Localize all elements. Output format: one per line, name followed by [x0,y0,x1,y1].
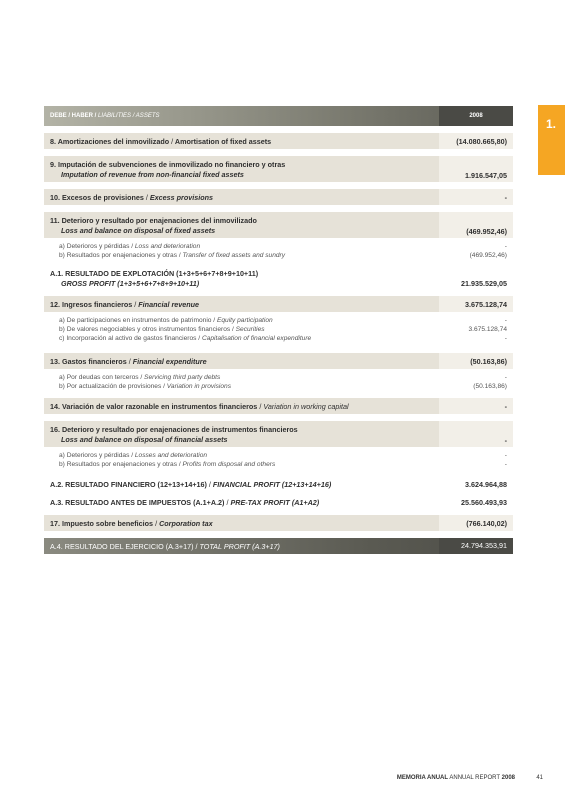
sub-es: a) De participaciones en instrumentos de patrimonio [59,317,212,324]
sub-en: Transfer of fixed assets and sundry [182,252,286,259]
row-16-en: Loss and balance on disposal of financial assets [61,435,228,444]
sub-en: Capitalisation of financial expenditure [201,335,312,342]
sub-es: a) Por deudas con terceros [59,374,139,381]
row-17-en: Corporation tax [159,518,213,528]
sub-value: (50.163,86) [473,383,507,390]
list-item: a) De participaciones en instrumentos de patrimonio / Equity participation - [44,316,513,325]
row-14-en: Variation in working capital [263,401,349,411]
row-11-es: 11. Deterioro y resultado por enajenaciones del inmovilizado [50,216,257,225]
sub-es: b) Resultados por enajenaciones y otras [59,252,178,259]
row-14-value: - [439,398,513,414]
row-14-es: 14. Variación de valor razonable en instrumentos financieros [50,401,258,411]
row-9-en: Imputation of revenue from non-financial fixed assets [61,170,244,179]
list-item: b) De valores negociables y otros instrumentos financieros / Securities 3.675.128,74 [44,325,513,334]
row-a4-es: A.4. RESULTADO DEL EJERCICIO (A.3+17) [50,541,194,551]
row-17-sep: / [155,518,158,528]
list-item: a) Por deudas con terceros / Servicing third party debts - [44,373,513,382]
row-13-subitems [44,369,513,394]
page-number: 41 [536,775,543,781]
row-11-subitems [44,238,513,263]
row-9-value: 1.916.547,05 [439,156,513,182]
row-13-es: 13. Gastos financieros [50,356,127,366]
sub-value: - [504,374,507,381]
row-17-value: (766.140,02) [439,515,513,531]
row-16-es: 16. Deterioro y resultado por enajenaciones de instrumentos financieros [50,425,298,434]
row-14 [44,398,513,414]
sub-value: - [504,452,507,459]
row-10-sep: / [145,192,148,202]
sub-en: Servicing third party debts [144,374,221,381]
chapter-number: 1. [546,117,557,131]
footer-year: 2008 [501,775,515,781]
list-item: b) Por actualización de provisiones / Variation in provisions (50.163,86) [44,382,513,391]
row-11-en: Loss and balance on disposal of fixed assets [61,226,216,235]
sub-value: - [504,335,507,342]
row-a1-value: 21.935.529,05 [461,279,507,288]
row-17-es: 17. Impuesto sobre beneficios [50,518,154,528]
footer-title [397,775,515,781]
row-11 [44,212,513,238]
row-16 [44,421,513,447]
row-12-sep: / [134,299,137,309]
row-11-value: (469.952,46) [439,212,513,238]
row-16-value: - [439,421,513,447]
row-a2-es: A.2. RESULTADO FINANCIERO (12+13+14+16) [50,480,207,489]
sub-value: (469.952,46) [469,252,507,259]
row-10-en: Excess provisions [149,192,214,202]
row-a2 [44,480,513,489]
row-12-es: 12. Ingresos financieros [50,299,133,309]
header-year: 2008 [439,106,513,126]
row-16-subitems [44,447,513,472]
row-a3-sep: / [226,498,229,507]
row-12-subitems [44,312,513,346]
row-a2-en: FINANCIAL PROFIT (12+13+14+16) [212,480,332,489]
row-a4-sep: / [195,541,198,551]
list-item: a) Deterioros y pérdidas / Loss and deterioration - [44,242,513,251]
sub-es: b) Resultados por enajenaciones y otras [59,461,178,468]
row-13-en: Financial expenditure [132,356,207,366]
row-8-es: 8. Amortizaciones del inmovilizado [50,136,170,146]
sub-es: c) Incorporación al activo de gastos financieros [59,335,197,342]
sub-en: Profits from disposal and others [182,461,276,468]
row-a4-en: TOTAL PROFIT (A.3+17) [199,541,280,551]
footer-title-rest: ANNUAL REPORT [449,775,500,781]
row-a1-es: A.1. RESULTADO DE EXPLOTACIÓN (1+3+5+6+7+8+9+10+11) [50,269,259,278]
sub-es: a) Deterioros y pérdidas [59,243,130,250]
row-a3 [44,498,513,507]
row-a2-sep: / [208,480,211,489]
sub-es: a) Deterioros y pérdidas [59,452,130,459]
header-label [44,113,439,119]
row-10 [44,189,513,205]
row-8 [44,133,513,149]
row-12-en: Financial revenue [138,299,200,309]
footer-title-bold: MEMORIA ANUAL [396,775,449,781]
row-13-sep: / [128,356,131,366]
header-label-en: LIABILITIES / ASSETS [98,113,160,119]
sub-value: 3.675.128,74 [468,326,507,333]
sub-value: - [504,317,507,324]
header-label-es: DEBE / HABER / [50,113,97,119]
sub-es: b) Por actualización de provisiones [59,383,162,390]
row-8-value: (14.080.665,80) [439,133,513,149]
sub-en: Losses and deterioration [134,452,208,459]
list-item: a) Deterioros y pérdidas / Losses and deterioration - [44,451,513,460]
income-statement-table [44,106,513,554]
row-a3-es: A.3. RESULTADO ANTES DE IMPUESTOS (A.1+A.2) [50,498,225,507]
list-item: c) Incorporación al activo de gastos financieros / Capitalisation of financial expenditure - [44,334,513,343]
sub-en: Loss and deterioration [134,243,201,250]
row-8-en: Amortisation of fixed assets [174,136,272,146]
row-a4-total [44,538,513,554]
sub-en: Equity participation [216,317,273,324]
row-10-value: - [439,189,513,205]
row-a3-en: PRE-TAX PROFIT (A1+A2) [230,498,320,507]
row-17 [44,515,513,531]
row-a1-en: GROSS PROFIT (1+3+5+6+7+8+9+10+11) [61,279,200,288]
row-a3-value: 25.560.493,93 [461,498,507,507]
row-10-es: 10. Excesos de provisiones [50,192,144,202]
sub-en: Securities [235,326,265,333]
row-12-value: 3.675.128,74 [439,296,513,312]
table-header [44,106,513,126]
row-9-es: 9. Imputación de subvenciones de inmovilizado no financiero y otras [50,160,286,169]
list-item: b) Resultados por enajenaciones y otras / Transfer of fixed assets and sundry (469.952,46) [44,251,513,260]
row-8-sep: / [171,136,174,146]
sub-en: Variation in provisions [166,383,232,390]
list-item: b) Resultados por enajenaciones y otras / Profits from disposal and others - [44,460,513,469]
sub-value: - [504,243,507,250]
row-9 [44,156,513,182]
row-a4-value: 24.794.353,91 [439,538,513,554]
sub-value: - [504,461,507,468]
sub-es: b) De valores negociables y otros instrumentos financieros [59,326,231,333]
row-14-sep: / [259,401,262,411]
row-13-value: (50.163,86) [439,353,513,369]
row-13 [44,353,513,369]
row-a1 [44,269,513,289]
chapter-tab [538,105,565,175]
row-12 [44,296,513,312]
row-a2-value: 3.624.964,88 [465,480,507,489]
